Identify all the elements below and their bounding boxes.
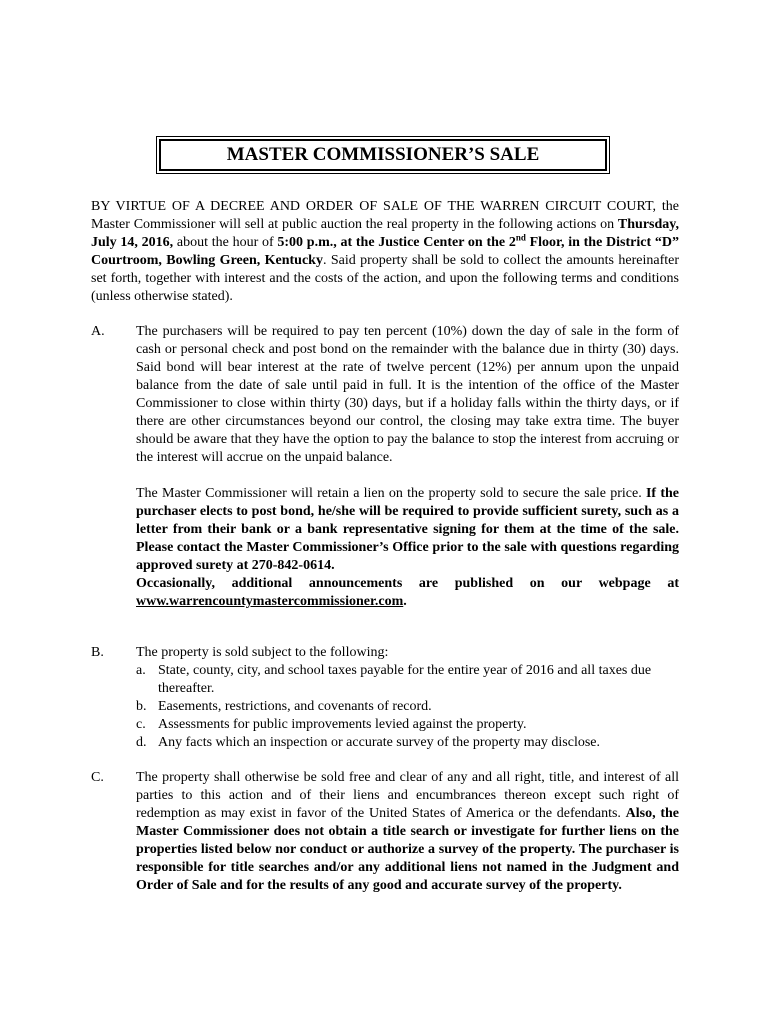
- section-b: [91, 644, 679, 752]
- section-a-paragraph-2: The Master Commissioner will retain a lien on the property sold to secure the sale price. If the purchaser elects to post bond, he/she will be required to provide sufficient surety, such as a letter from their bank or a bank representative signing for them at the time of the sale. Please contact the Master Commissioner’s Office prior to the sale with questions regarding approved surety at 270-842-0614.: [136, 486, 679, 573]
- document-title: MASTER COMMISSIONER’S SALE: [159, 139, 607, 171]
- ordinal-suffix: nd: [515, 232, 526, 243]
- section-a-paragraph-1: The purchasers will be required to pay ten percent (10%) down the day of sale in the form of cash or personal check and post bond on the remainder with the balance due in thirty (30) days. Said bond will bear interest at the rate of twelve percent (12%) per annum upon the unpaid balance from the date of sale until paid in full. It is the intention of the office of the Master Commissioner to close within thirty (30) days, but if a holiday falls within the thirty days, or if there are other circumstances beyond our control, the closing may take extra time. The buyer should be aware that they have the option to pay the balance to stop the interest from accruing or the interest will accrue on the unpaid balance.: [136, 324, 679, 465]
- webpage-link[interactable]: www.warrencountymastercommissioner.com: [136, 594, 404, 609]
- section-a-letter: A.: [91, 324, 105, 339]
- section-c-letter: C.: [91, 770, 104, 785]
- title-search-notice: Also, the Master Commissioner does not obtain a title search or investigate for further liens on the properties listed below nor conduct or authorize a survey of the property. The purchaser is responsible for title searches and/or any additional liens not named in the Judgment and Order of Sale and for the results of any good and accurate survey of the property.: [136, 806, 679, 893]
- list-item: a. State, county, city, and school taxes payable for the entire year of 2016 and all taxes due thereafter.: [136, 663, 652, 696]
- section-c: [91, 769, 679, 895]
- sale-time-location: 5:00 p.m., at the Justice Center on the 2nd Floor, in the District “D” Courtroom, Bowling Green, Kentucky: [91, 232, 679, 268]
- list-item: b. Easements, restrictions, and covenants of record.: [136, 699, 432, 714]
- section-a-paragraph-3: Occasionally, additional announcements are published on our webpage at www.warrencountymastercommissioner.com.: [136, 576, 679, 609]
- conditions-list: [136, 662, 679, 752]
- intro-text-3: . Said property shall be sold to collect the amounts hereinafter set forth, together with interest and the costs of the action, and upon the following terms and conditions (unless otherwise stated).: [91, 253, 679, 304]
- intro-text-2: about the hour of: [173, 235, 278, 250]
- section-c-paragraph: The property shall otherwise be sold free and clear of any and all right, title, and interest of all parties to this action and of their liens and encumbrances thereon except such right of redemption as may exist in favor of the United States of America or the defendants. Also, the Master Commissioner does not obtain a title search or investigate for further liens on the properties listed below nor conduct or authorize a survey of the property. The purchaser is responsible for title searches and/or any additional liens not named in the Judgment and Order of Sale and for the results of any good and accurate survey of the property.: [136, 770, 679, 893]
- title-box: [156, 136, 610, 174]
- section-a: [91, 323, 679, 611]
- sale-date: Thursday, July 14, 2016,: [91, 217, 679, 250]
- list-item: d. Any facts which an inspection or accurate survey of the property may disclose.: [136, 735, 601, 750]
- intro-paragraph: [91, 198, 679, 306]
- intro-text-1: BY VIRTUE OF A DECREE AND ORDER OF SALE OF THE WARREN CIRCUIT COURT, the Master Commissioner will sell at public auction the real property in the following actions on: [91, 199, 679, 232]
- list-item: c. Assessments for public improvements levied against the property.: [136, 717, 527, 732]
- section-b-lead: The property is sold subject to the following:: [136, 645, 389, 660]
- section-b-letter: B.: [91, 645, 104, 660]
- surety-notice: If the purchaser elects to post bond, he/she will be required to provide sufficient surety, such as a letter from their bank or a bank representative signing for them at the time of the sale. Please contact the Master Commissioner’s Office prior to the sale with questions regarding approved surety at 270-842-0614.: [136, 486, 679, 573]
